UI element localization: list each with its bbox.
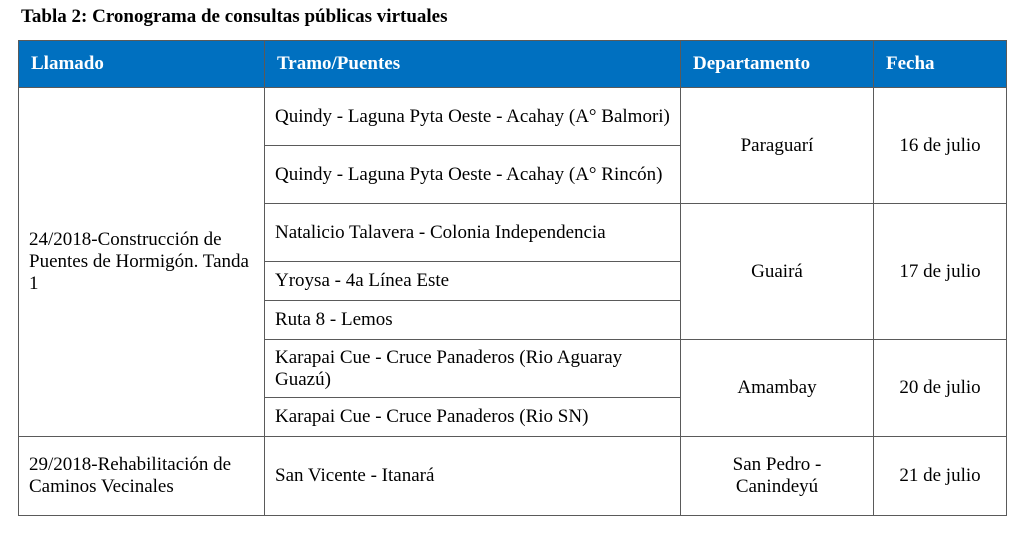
tramo-cell: Ruta 8 - Lemos [265,301,681,340]
header-llamado: Llamado [19,41,265,88]
header-fecha: Fecha [874,41,1007,88]
tramo-cell: San Vicente - Itanará [265,437,681,516]
header-tramo: Tramo/Puentes [265,41,681,88]
departamento-cell: Amambay [681,340,874,437]
llamado-cell: 29/2018-Rehabilitación de Caminos Vecinales [19,437,265,516]
table-row [19,437,1007,516]
tramo-cell: Quindy - Laguna Pyta Oeste - Acahay (A° Rincón) [265,146,681,204]
llamado-cell: 24/2018-Construcción de Puentes de Hormigón. Tanda 1 [19,88,265,437]
header-row [19,41,1007,88]
header-departamento: Departamento [681,41,874,88]
departamento-cell: Paraguarí [681,88,874,204]
schedule-table [18,40,1007,516]
fecha-cell: 21 de julio [874,437,1007,516]
departamento-cell: San Pedro - Canindeyú [681,437,874,516]
tramo-cell: Karapai Cue - Cruce Panaderos (Rio Aguaray Guazú) [265,340,681,398]
tramo-cell: Natalicio Talavera - Colonia Independencia [265,204,681,262]
tramo-cell: Yroysa - 4a Línea Este [265,262,681,301]
fecha-cell: 20 de julio [874,340,1007,437]
fecha-cell: 16 de julio [874,88,1007,204]
table-row [19,88,1007,146]
departamento-cell: Guairá [681,204,874,340]
tramo-cell: Quindy - Laguna Pyta Oeste - Acahay (A° Balmori) [265,88,681,146]
tramo-cell: Karapai Cue - Cruce Panaderos (Rio SN) [265,398,681,437]
fecha-cell: 17 de julio [874,204,1007,340]
table-caption: Tabla 2: Cronograma de consultas públicas virtuales [21,6,448,27]
